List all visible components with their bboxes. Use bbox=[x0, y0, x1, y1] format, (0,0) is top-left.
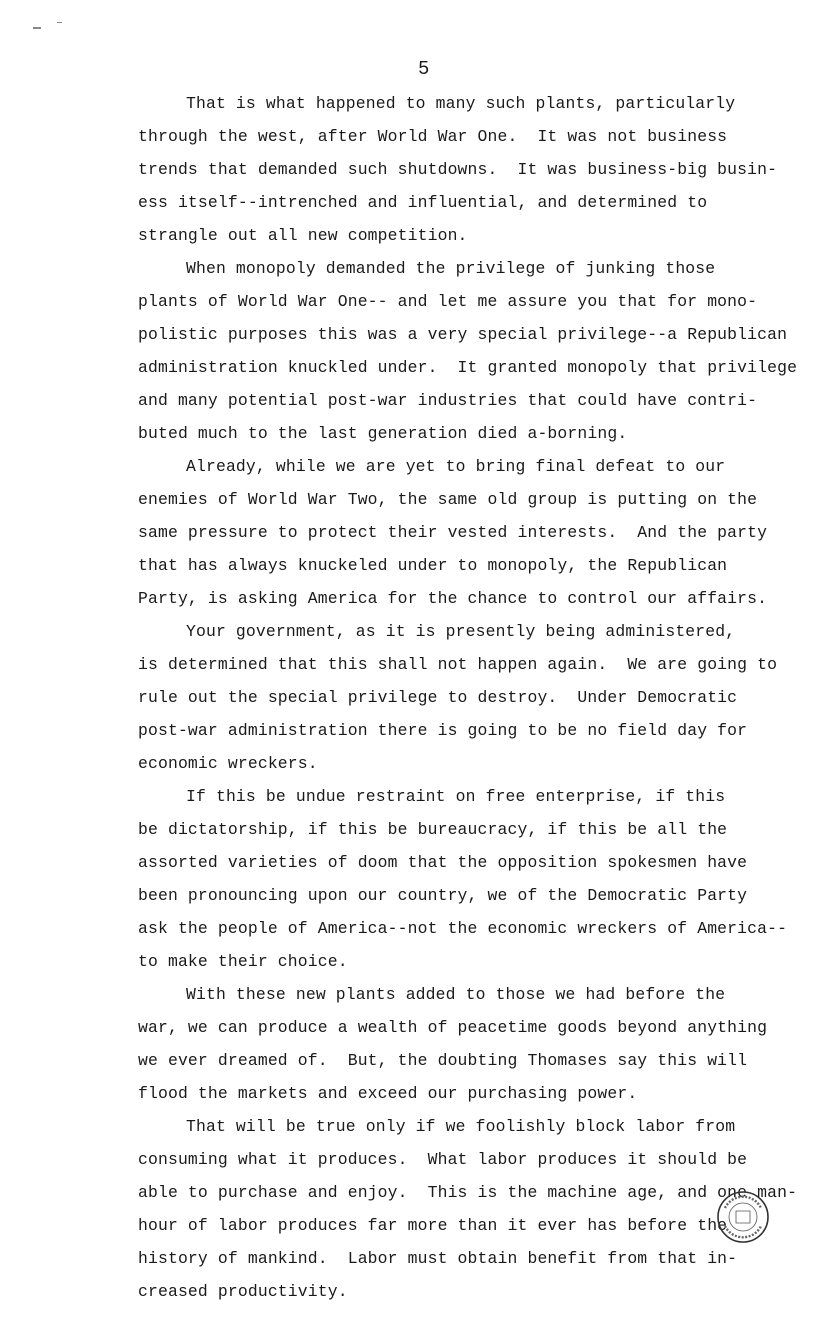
text-line: Already, while we are yet to bring final defeat to our bbox=[186, 457, 726, 476]
text-line: rule out the special privilege to destroy. Under Democratic bbox=[138, 688, 738, 707]
text-line: flood the markets and exceed our purchasing power. bbox=[138, 1084, 638, 1103]
text-line: That is what happened to many such plants, particularly bbox=[186, 94, 736, 113]
text-line: be dictatorship, if this be bureaucracy, if this be all the bbox=[138, 820, 728, 839]
text-line: creased productivity. bbox=[138, 1282, 348, 1301]
scan-speck bbox=[33, 27, 41, 29]
text-line: war, we can produce a wealth of peacetime goods beyond anything bbox=[138, 1018, 768, 1037]
text-line: is determined that this shall not happen again. We are going to bbox=[138, 655, 778, 674]
text-line: With these new plants added to those we had before the bbox=[186, 985, 726, 1004]
text-line: plants of World War One-- and let me assure you that for mono- bbox=[138, 292, 758, 311]
text-line: post-war administration there is going to be no field day for bbox=[138, 721, 748, 740]
text-line: and many potential post-war industries that could have contri- bbox=[138, 391, 758, 410]
text-line: When monopoly demanded the privilege of junking those bbox=[186, 259, 716, 278]
text-line: enemies of World War Two, the same old group is putting on the bbox=[138, 490, 758, 509]
text-line: economic wreckers. bbox=[138, 754, 318, 773]
text-line: strangle out all new competition. bbox=[138, 226, 468, 245]
text-line: consuming what it produces. What labor produces it should be bbox=[138, 1150, 748, 1169]
text-line: history of mankind. Labor must obtain benefit from that in- bbox=[138, 1249, 738, 1268]
text-line: buted much to the last generation died a-borning. bbox=[138, 424, 628, 443]
scan-speck bbox=[57, 22, 62, 23]
text-line: same pressure to protect their vested interests. And the party bbox=[138, 523, 768, 542]
page-number: 5 bbox=[418, 58, 430, 80]
text-line: Party, is asking America for the chance to control our affairs. bbox=[138, 589, 768, 608]
text-line: ask the people of America--not the economic wreckers of America-- bbox=[138, 919, 788, 938]
text-line: ess itself--intrenched and influential, and determined to bbox=[138, 193, 708, 212]
text-line: through the west, after World War One. It was not business bbox=[138, 127, 728, 146]
text-line: able to purchase and enjoy. This is the machine age, and one man- bbox=[138, 1183, 798, 1202]
text-line: If this be undue restraint on free enterprise, if this bbox=[186, 787, 726, 806]
text-line: we ever dreamed of. But, the doubting Thomases say this will bbox=[138, 1051, 748, 1070]
text-line: polistic purposes this was a very special privilege--a Republican bbox=[138, 325, 788, 344]
text-line: trends that demanded such shutdowns. It was business-big busin- bbox=[138, 160, 778, 179]
text-line: been pronouncing upon our country, we of the Democratic Party bbox=[138, 886, 748, 905]
text-line: to make their choice. bbox=[138, 952, 348, 971]
text-line: Your government, as it is presently being administered, bbox=[186, 622, 736, 641]
text-line: hour of labor produces far more than it ever has before the bbox=[138, 1216, 728, 1235]
text-line: That will be true only if we foolishly block labor from bbox=[186, 1117, 736, 1136]
text-line: assorted varieties of doom that the opposition spokesmen have bbox=[138, 853, 748, 872]
text-line: administration knuckled under. It granted monopoly that privilege bbox=[138, 358, 798, 377]
library-stamp-icon bbox=[716, 1190, 770, 1244]
text-line: that has always knuckeled under to monopoly, the Republican bbox=[138, 556, 728, 575]
